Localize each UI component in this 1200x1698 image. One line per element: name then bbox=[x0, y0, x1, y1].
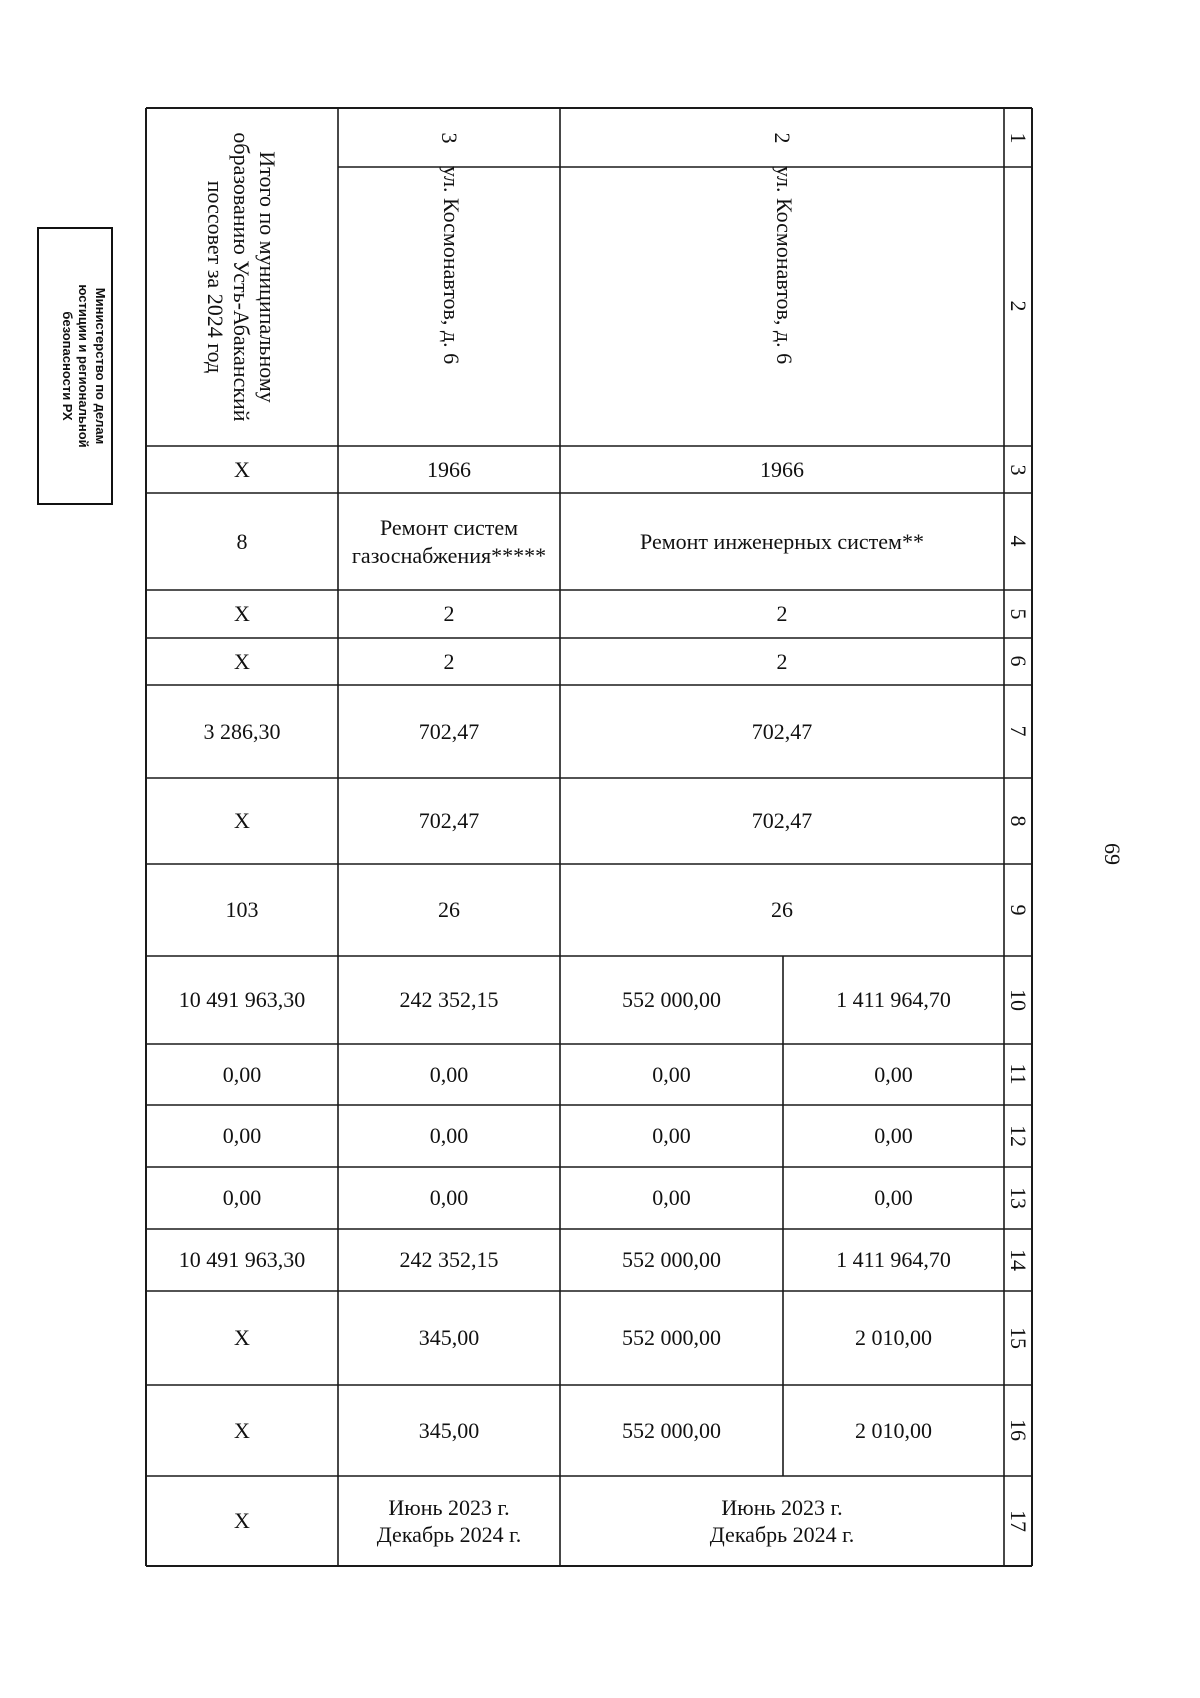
header-col-num-1: 1 bbox=[1006, 132, 1031, 144]
row-num-5: 5 bbox=[1006, 608, 1031, 620]
cell-r5-total: X bbox=[234, 601, 250, 627]
cell-r13-house2a: 0,00 bbox=[874, 1185, 913, 1211]
row-num-4: 4 bbox=[1006, 535, 1031, 547]
cell-r8-total: X bbox=[234, 808, 250, 834]
cell-r6-house3: 2 bbox=[443, 648, 455, 674]
cell-r17-house2-end: Декабрь 2024 г. bbox=[709, 1522, 855, 1547]
row-num-9: 9 bbox=[1006, 904, 1031, 916]
cell-r17-house3-end: Декабрь 2024 г. bbox=[376, 1522, 522, 1547]
cell-r13-total: 0,00 bbox=[222, 1185, 262, 1211]
row-num-17: 17 bbox=[1006, 1510, 1031, 1532]
cell-r14-house2a: 1 411 964,70 bbox=[836, 1247, 951, 1273]
stamp-line-1: Министерство по делам bbox=[93, 287, 108, 445]
cell-r11-house3: 0,00 bbox=[429, 1061, 469, 1087]
cell-r14-house2b: 552 000,00 bbox=[622, 1247, 721, 1273]
cell-r12-total: 0,00 bbox=[222, 1123, 262, 1149]
header-col-num-2: 2 bbox=[1006, 300, 1031, 312]
cell-r13-house2b: 0,00 bbox=[652, 1185, 691, 1211]
cell-r17-house2 bbox=[560, 1476, 1004, 1566]
cell-r15-house2a: 2 010,00 bbox=[855, 1325, 932, 1351]
row-num-3: 3 bbox=[1006, 464, 1031, 476]
stamp-line-2: юстиции и региональной bbox=[76, 284, 92, 448]
cell-r3-total: X bbox=[234, 456, 250, 482]
cell-r12-house3: 0,00 bbox=[429, 1123, 469, 1149]
cell-r8-house3: 702,47 bbox=[418, 808, 480, 834]
cell-r8-house2: 702,47 bbox=[751, 808, 813, 834]
row-num-11: 11 bbox=[1006, 1063, 1031, 1085]
cell-r12-house2b: 0,00 bbox=[652, 1123, 691, 1149]
cell-r14-house3: 242 352,15 bbox=[399, 1247, 499, 1273]
header-entry-num-3: 3 bbox=[437, 132, 462, 144]
cell-r6-total: X bbox=[234, 648, 250, 674]
row-num-16: 16 bbox=[1006, 1419, 1031, 1441]
cell-r16-house2a: 2 010,00 bbox=[855, 1417, 932, 1443]
cell-r16-house3: 345,00 bbox=[418, 1417, 480, 1443]
cell-r9-house2: 26 bbox=[771, 897, 793, 923]
cell-r6-house2: 2 bbox=[776, 648, 788, 674]
cell-r16-house2b: 552 000,00 bbox=[622, 1417, 721, 1443]
cell-r10-house2a: 1 411 964,70 bbox=[836, 987, 951, 1013]
cell-r17-house2-start: Июнь 2023 г. bbox=[721, 1494, 843, 1520]
total-label: Итого по муниципальному образованию Усть-Абаканский поссовет за 2024 год bbox=[203, 132, 280, 422]
address-house-2: ул. Космонавтов, д. 6 bbox=[772, 166, 797, 365]
stamp-line-3: безопасности РХ bbox=[59, 311, 75, 421]
cell-r12-house2a: 0,00 bbox=[874, 1123, 913, 1149]
cell-r16-total: X bbox=[234, 1417, 250, 1443]
cell-r9-total: 103 bbox=[225, 897, 259, 923]
cell-r11-house2a: 0,00 bbox=[874, 1061, 913, 1087]
row-num-7: 7 bbox=[1006, 725, 1031, 737]
cell-r7-house3: 702,47 bbox=[418, 718, 480, 744]
row-num-15: 15 bbox=[1006, 1327, 1031, 1349]
cell-r15-house2b: 552 000,00 bbox=[622, 1325, 721, 1351]
cell-r5-house3: 2 bbox=[443, 601, 455, 627]
cell-r17-house3 bbox=[338, 1476, 560, 1566]
cell-r15-house3: 345,00 bbox=[418, 1325, 480, 1351]
cell-r7-total: 3 286,30 bbox=[203, 718, 281, 744]
row-num-14: 14 bbox=[1006, 1249, 1031, 1271]
cell-r7-house2: 702,47 bbox=[751, 718, 813, 744]
cell-r14-total: 10 491 963,30 bbox=[178, 1247, 306, 1273]
header-entry-num-2: 2 bbox=[770, 132, 795, 144]
page-number: 69 bbox=[1100, 843, 1125, 865]
cell-r10-house2b: 552 000,00 bbox=[622, 987, 721, 1013]
cell-r3-house3: 1966 bbox=[427, 456, 471, 482]
cell-r15-total: X bbox=[234, 1325, 250, 1351]
cell-r10-house3: 242 352,15 bbox=[399, 987, 499, 1013]
cell-r9-house3: 26 bbox=[438, 897, 460, 923]
cell-r5-house2: 2 bbox=[776, 601, 788, 627]
cell-r10-total: 10 491 963,30 bbox=[178, 987, 306, 1013]
cell-r4-house2: Ремонт инженерных систем** bbox=[640, 528, 924, 554]
row-num-12: 12 bbox=[1006, 1125, 1031, 1147]
cell-r11-total: 0,00 bbox=[222, 1061, 262, 1087]
cell-r17-total: X bbox=[234, 1508, 250, 1534]
cell-r4-house3: Ремонт систем газоснабжения***** bbox=[351, 515, 547, 568]
cell-r4-total: 8 bbox=[236, 528, 248, 554]
row-num-10: 10 bbox=[1006, 989, 1031, 1011]
address-house-3: ул. Космонавтов, д. 6 bbox=[439, 166, 464, 365]
cell-r17-house3-start: Июнь 2023 г. bbox=[388, 1494, 510, 1520]
cell-r11-house2b: 0,00 bbox=[652, 1061, 691, 1087]
row-num-8: 8 bbox=[1006, 815, 1031, 827]
row-num-13: 13 bbox=[1006, 1187, 1031, 1209]
cell-r13-house3: 0,00 bbox=[429, 1185, 469, 1211]
cell-r3-house2: 1966 bbox=[760, 456, 804, 482]
row-num-6: 6 bbox=[1006, 655, 1031, 667]
